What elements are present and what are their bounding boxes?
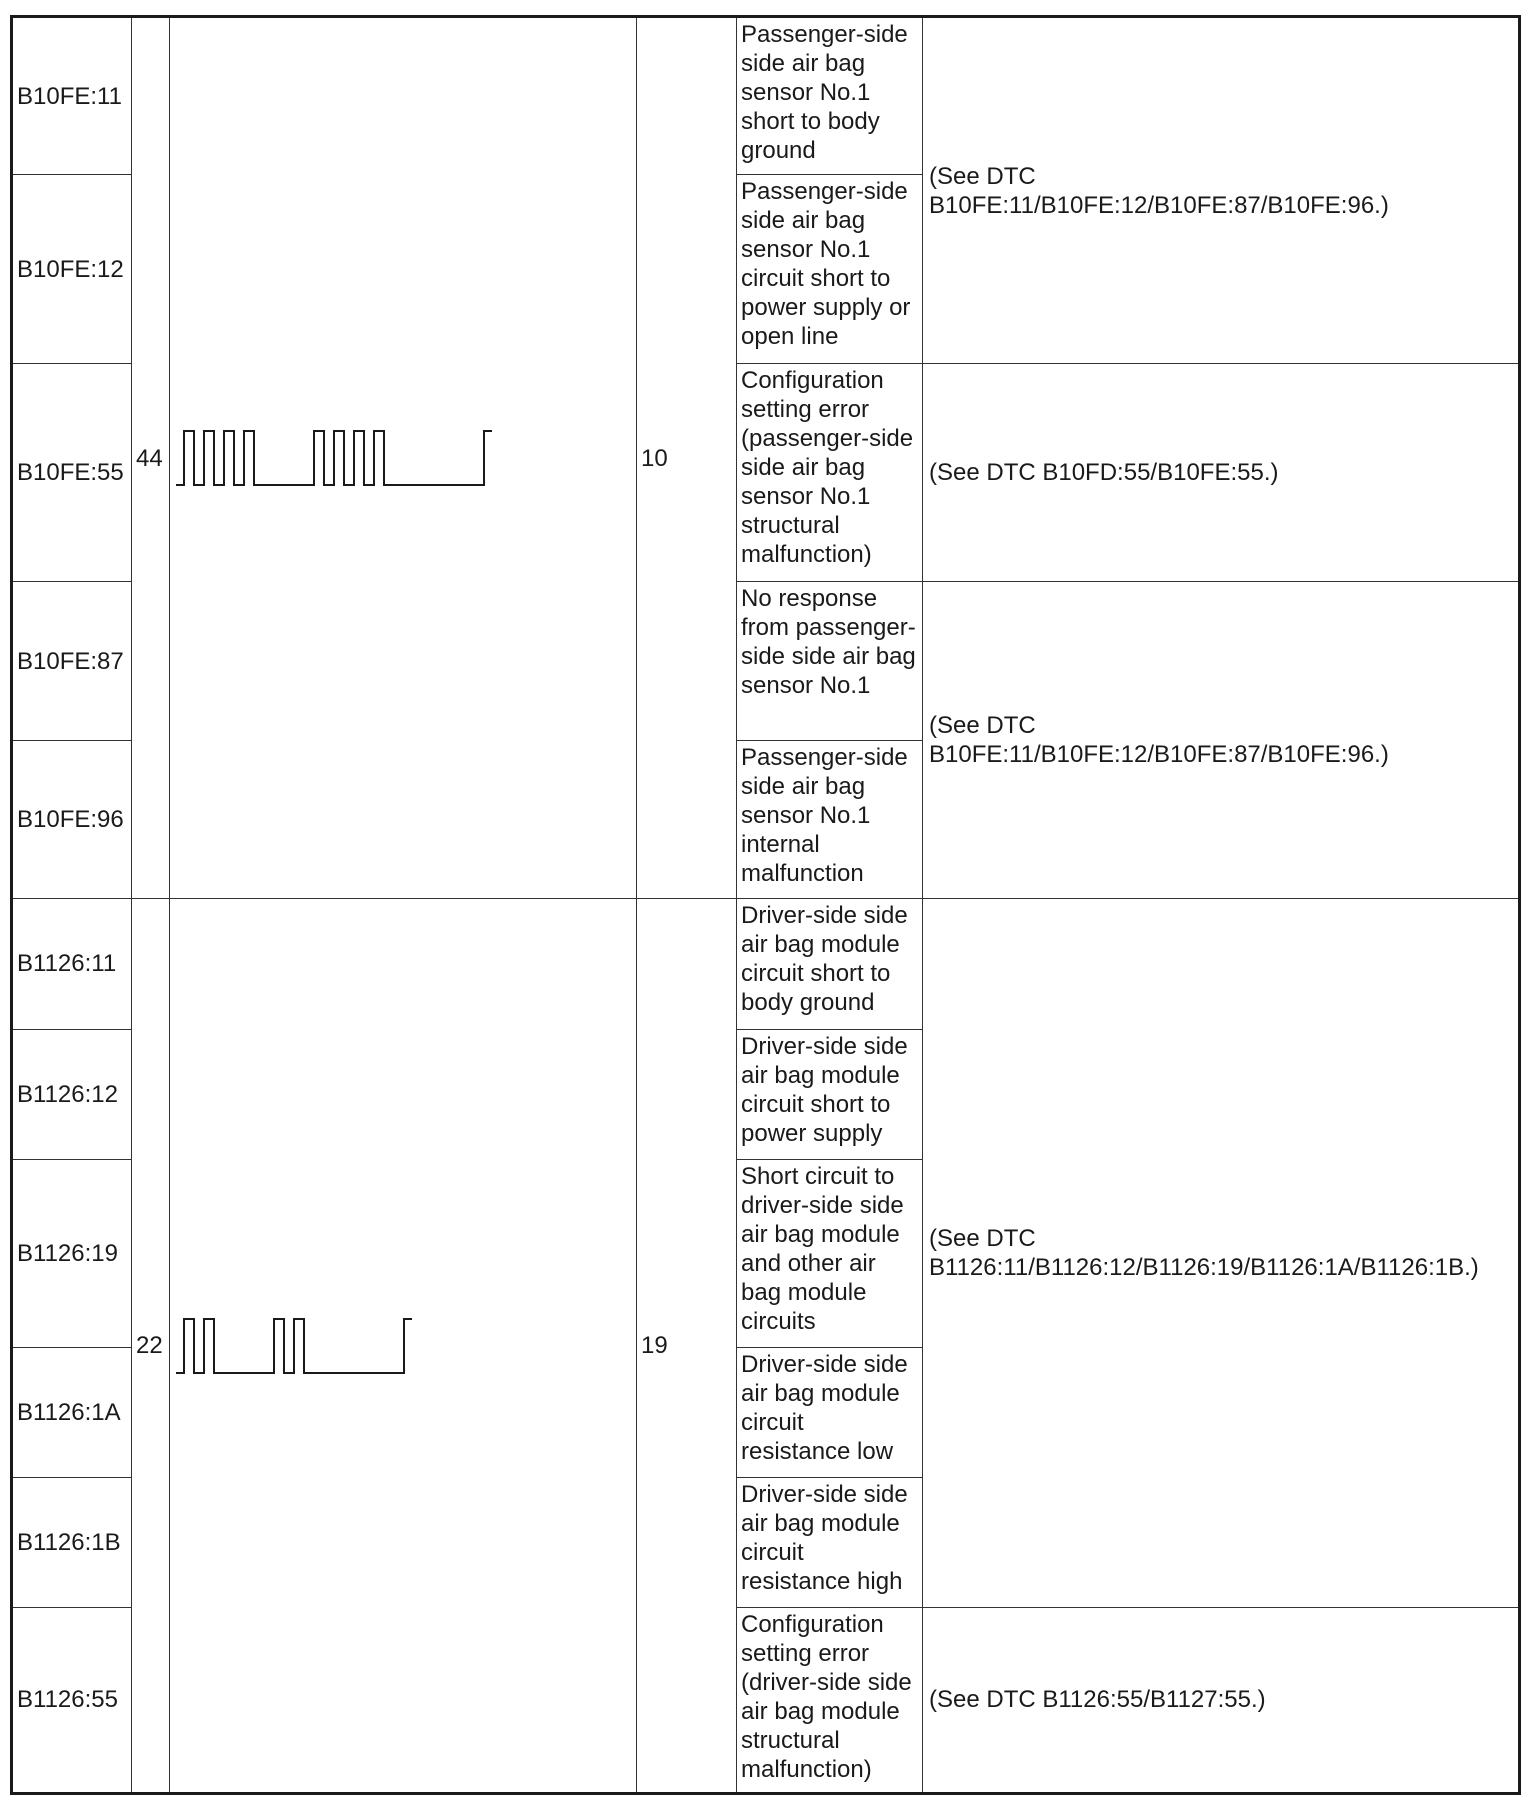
- dtc-code: B1126:1B: [12, 1477, 132, 1607]
- dtc-code: B10FE:55: [12, 364, 132, 582]
- table-row: [12, 17, 1520, 175]
- dtc-reference: (See DTC B10FE:11/B10FE:12/B10FE:87/B10FE:96.): [923, 582, 1520, 899]
- waveform-line: [176, 1319, 412, 1373]
- dtc-description: Driver-side side air bag module circuit resistance high: [737, 1477, 923, 1607]
- waveform-cell: [170, 17, 637, 899]
- dtc-reference: (See DTC B10FE:11/B10FE:12/B10FE:87/B10FE:96.): [923, 17, 1520, 364]
- dtc-description: Passenger-side side air bag sensor No.1 circuit short to power supply or open line: [737, 175, 923, 364]
- terminal-number: 22: [132, 899, 170, 1794]
- dtc-description: Driver-side side air bag module circuit short to power supply: [737, 1029, 923, 1159]
- waveform-cell: [170, 899, 637, 1794]
- dtc-code: B1126:1A: [12, 1347, 132, 1477]
- measured-value: 19: [637, 899, 737, 1794]
- terminal-number: 44: [132, 17, 170, 899]
- dtc-code: B1126:11: [12, 899, 132, 1029]
- dtc-description: Configuration setting error (passenger-side side air bag sensor No.1 structural malfunction): [737, 364, 923, 582]
- dtc-code: B10FE:12: [12, 175, 132, 364]
- dtc-code: B10FE:96: [12, 741, 132, 899]
- dtc-reference: (See DTC B10FD:55/B10FE:55.): [923, 364, 1520, 582]
- waveform-line: [176, 431, 492, 485]
- dtc-description: Configuration setting error (driver-side side air bag module structural malfunction): [737, 1607, 923, 1793]
- dtc-code: B10FE:87: [12, 582, 132, 741]
- pulse-train-2-2-waveform-icon: [170, 1306, 637, 1386]
- dtc-reference: (See DTC B1126:11/B1126:12/B1126:19/B1126:1A/B1126:1B.): [923, 899, 1520, 1607]
- dtc-description: Driver-side side air bag module circuit short to body ground: [737, 899, 923, 1029]
- table-row: [12, 899, 1520, 1029]
- pulse-train-4-4-waveform-icon: [170, 418, 637, 498]
- dtc-reference: (See DTC B1126:55/B1127:55.): [923, 1607, 1520, 1793]
- dtc-code: B10FE:11: [12, 17, 132, 175]
- dtc-description: Driver-side side air bag module circuit resistance low: [737, 1347, 923, 1477]
- dtc-code: B1126:19: [12, 1159, 132, 1347]
- measured-value: 10: [637, 17, 737, 899]
- dtc-code: B1126:12: [12, 1029, 132, 1159]
- dtc-description: Passenger-side side air bag sensor No.1 short to body ground: [737, 17, 923, 175]
- dtc-code: B1126:55: [12, 1607, 132, 1793]
- dtc-description: Short circuit to driver-side side air bag module and other air bag module circuits: [737, 1159, 923, 1347]
- dtc-description: Passenger-side side air bag sensor No.1 internal malfunction: [737, 741, 923, 899]
- dtc-table: [10, 15, 1521, 1795]
- dtc-description: No response from passenger-side side air bag sensor No.1: [737, 582, 923, 741]
